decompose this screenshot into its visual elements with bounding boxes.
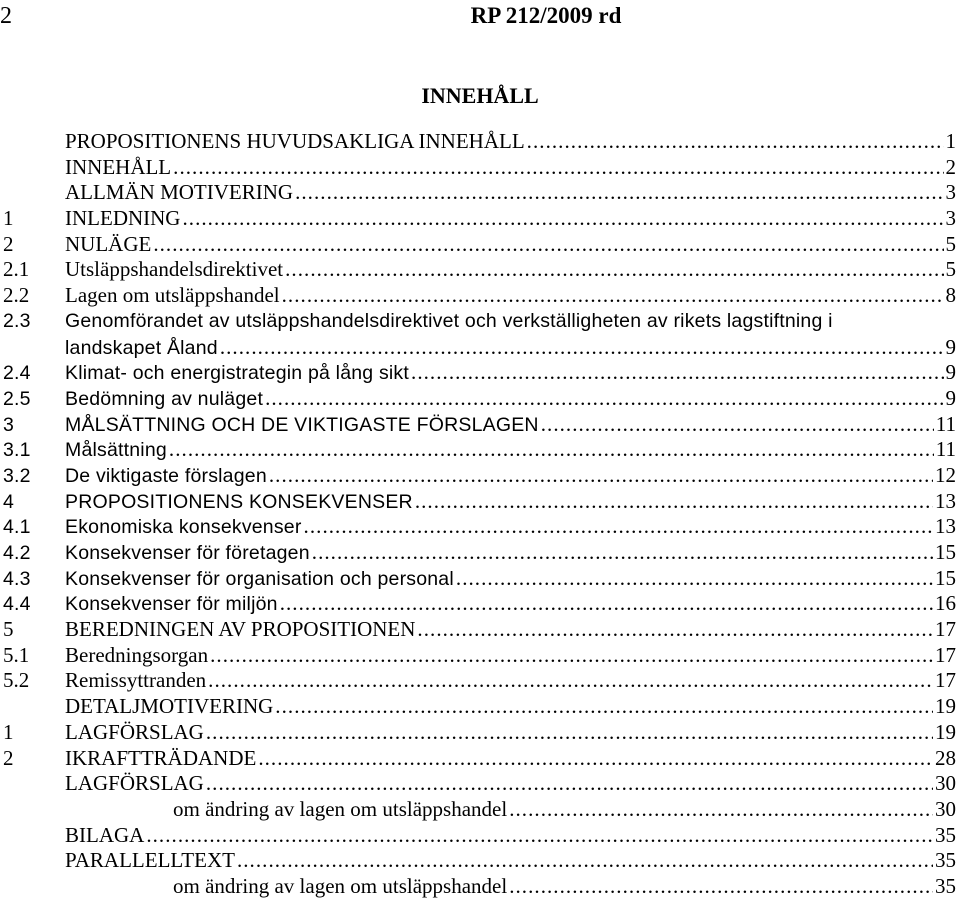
toc-entry[interactable] xyxy=(3,463,956,489)
toc-entry-page: 19 xyxy=(935,719,956,744)
toc-entry[interactable] xyxy=(3,232,956,258)
toc-entry-title: Genomförandet av utsläppshandelsdirektivet och verkställigheten av rikets lagstiftning i xyxy=(65,309,833,332)
toc-entry[interactable] xyxy=(3,617,956,643)
toc-entry[interactable] xyxy=(3,591,956,617)
toc-entry-title: Utsläppshandelsdirektivet xyxy=(65,257,284,282)
toc-entry-page: 35 xyxy=(935,873,956,898)
dot-leader xyxy=(285,257,943,283)
toc-entry[interactable] xyxy=(3,412,956,438)
toc-entry-page: 9 xyxy=(945,385,956,410)
toc-entry-page: 11 xyxy=(935,437,956,462)
document-id: RP 212/2009 rd xyxy=(470,3,622,28)
toc-entry-title: ALLMÄN MOTIVERING xyxy=(65,180,294,205)
toc-entry[interactable] xyxy=(3,566,956,592)
toc-entry-number: 4.2 xyxy=(3,542,31,565)
toc-title: INNEHÅLL xyxy=(421,83,539,108)
toc-entry[interactable] xyxy=(3,643,956,669)
toc-entry-title: Klimat- och energistrategin på lång sikt xyxy=(65,362,410,385)
toc-entry-title: BILAGA xyxy=(65,822,145,847)
toc-entry[interactable] xyxy=(3,797,956,823)
toc-entry[interactable] xyxy=(3,386,956,412)
toc-entry-number: 3.1 xyxy=(3,439,31,462)
toc-entry-number: 1 xyxy=(3,719,14,744)
toc-entry-page: 8 xyxy=(945,283,956,308)
dot-leader xyxy=(182,206,943,232)
toc-entry[interactable] xyxy=(3,206,956,232)
dot-leader xyxy=(312,540,933,566)
toc-entry-number: 5.1 xyxy=(3,642,30,667)
toc-entry-page: 9 xyxy=(945,360,956,385)
toc-entry-title: Beredningsorgan xyxy=(65,642,209,667)
dot-leader xyxy=(265,386,943,412)
dot-leader xyxy=(527,129,944,155)
toc-entry-number: 5.2 xyxy=(3,668,30,693)
toc-entry-title: IKRAFTTRÄDANDE xyxy=(65,745,257,770)
toc-entry-page: 5 xyxy=(945,257,956,282)
toc-entry-title: MÅLSÄTTNING OCH DE VIKTIGASTE FÖRSLAGEN xyxy=(65,413,539,436)
toc-entry-page: 35 xyxy=(935,848,956,873)
dot-leader xyxy=(415,489,933,515)
dot-leader xyxy=(206,771,933,797)
toc-entry-title: Lagen om utsläppshandel xyxy=(65,283,280,308)
dot-leader xyxy=(237,848,933,874)
toc-entry[interactable] xyxy=(3,746,956,772)
toc-entry[interactable] xyxy=(3,874,956,900)
toc-entry-number: 1 xyxy=(3,206,14,231)
toc-entry-title: Bedömning av nuläget xyxy=(65,387,264,410)
dot-leader xyxy=(282,283,944,309)
page-number: 2 xyxy=(0,3,12,29)
dot-leader xyxy=(456,566,933,592)
toc-entry-title: PROPOSITIONENS HUVUDSAKLIGA INNEHÅLL xyxy=(65,129,525,153)
toc-entry-number: 2.3 xyxy=(3,309,31,332)
toc-entry[interactable] xyxy=(3,129,956,155)
toc-entry[interactable] xyxy=(3,694,956,720)
dot-leader xyxy=(146,823,933,849)
toc-entry-title-continued: landskapet Åland xyxy=(65,336,218,359)
toc-entry-title: INLEDNING xyxy=(65,206,181,231)
toc-entry[interactable] xyxy=(3,720,956,746)
toc-entry-page: 3 xyxy=(945,180,956,205)
toc-entry[interactable] xyxy=(3,180,956,206)
toc-entry-title: PROPOSITIONENS KONSEKVENSER xyxy=(65,490,413,513)
toc-entry-number: 2 xyxy=(3,231,14,256)
dot-leader xyxy=(210,643,933,669)
dot-leader xyxy=(304,514,933,540)
toc-entry-page: 13 xyxy=(935,488,956,513)
toc-entry-title: NULÄGE xyxy=(65,231,152,256)
toc-entry-title: BEREDNINGEN AV PROPOSITIONEN xyxy=(65,617,416,642)
toc-entry-number: 2.2 xyxy=(3,283,30,308)
toc-entry-number: 4 xyxy=(3,490,15,513)
dot-leader xyxy=(280,591,933,617)
toc-entry-page: 28 xyxy=(935,745,956,770)
dot-leader xyxy=(220,335,944,361)
toc-entry-number: 3 xyxy=(3,413,15,436)
toc-entry[interactable] xyxy=(3,668,956,694)
dot-leader xyxy=(275,694,933,720)
toc-entry[interactable] xyxy=(3,283,956,309)
toc-entry-page: 2 xyxy=(945,154,956,179)
table-of-contents xyxy=(3,129,956,900)
toc-entry-title: LAGFÖRSLAG xyxy=(65,771,204,796)
dot-leader xyxy=(509,874,933,900)
toc-entry-number: 2.1 xyxy=(3,257,30,282)
toc-entry-title: Konsekvenser för företagen xyxy=(65,542,310,565)
toc-entry-title: Konsekvenser för organisation och personal xyxy=(65,567,454,590)
toc-entry[interactable] xyxy=(3,848,956,874)
toc-entry-title: om ändring av lagen om utsläppshandel xyxy=(173,796,508,821)
dot-leader xyxy=(206,720,933,746)
toc-entry-page: 30 xyxy=(935,796,956,821)
toc-entry-title: De viktigaste förslagen xyxy=(65,464,267,487)
toc-entry[interactable] xyxy=(3,771,956,797)
dot-leader xyxy=(169,437,934,463)
dot-leader xyxy=(173,155,943,181)
dot-leader xyxy=(208,668,933,694)
dot-leader xyxy=(258,746,933,772)
dot-leader xyxy=(417,617,933,643)
toc-entry-title: Konsekvenser för miljön xyxy=(65,593,278,616)
toc-entry-number: 2.5 xyxy=(3,387,31,410)
toc-entry-page: 9 xyxy=(945,334,956,359)
toc-entry-number: 4.4 xyxy=(3,593,31,616)
dot-leader xyxy=(541,412,934,438)
toc-entry-page: 19 xyxy=(935,694,956,719)
toc-entry[interactable] xyxy=(3,489,956,515)
dot-leader xyxy=(509,797,933,823)
toc-entry-number: 5 xyxy=(3,617,14,642)
toc-entry-page: 12 xyxy=(935,462,956,487)
toc-entry[interactable] xyxy=(3,360,956,386)
toc-entry-title: Remissyttranden xyxy=(65,668,207,693)
toc-entry-number: 4.3 xyxy=(3,567,31,590)
toc-entry-page: 1 xyxy=(945,129,956,153)
toc-entry-number: 2.4 xyxy=(3,362,31,385)
toc-entry-page: 3 xyxy=(945,206,956,231)
toc-entry-title: om ändring av lagen om utsläppshandel xyxy=(173,873,508,898)
toc-entry-page: 35 xyxy=(935,822,956,847)
toc-entry[interactable] xyxy=(3,257,956,283)
toc-entry-page: 5 xyxy=(945,231,956,256)
toc-entry[interactable] xyxy=(3,309,956,360)
toc-entry[interactable] xyxy=(3,514,956,540)
toc-entry-title: DETALJMOTIVERING xyxy=(65,694,274,719)
toc-entry[interactable] xyxy=(3,823,956,849)
dot-leader xyxy=(269,463,933,489)
dot-leader xyxy=(411,360,943,386)
dot-leader xyxy=(153,232,943,258)
toc-entry[interactable] xyxy=(3,155,956,181)
toc-entry-page: 16 xyxy=(935,591,956,616)
toc-entry-page: 13 xyxy=(935,514,956,539)
toc-entry-title: INNEHÅLL xyxy=(65,154,172,179)
toc-entry-page: 15 xyxy=(935,540,956,565)
toc-entry-number: 3.2 xyxy=(3,464,31,487)
toc-entry-page: 17 xyxy=(935,642,956,667)
toc-entry-title: PARALLELLTEXT xyxy=(65,848,235,873)
toc-entry-number: 2 xyxy=(3,745,14,770)
toc-entry-page: 30 xyxy=(935,771,956,796)
toc-entry-title: Ekonomiska konsekvenser xyxy=(65,516,302,539)
toc-entry-title: LAGFÖRSLAG xyxy=(65,719,204,744)
toc-entry-page: 15 xyxy=(935,565,956,590)
toc-entry[interactable] xyxy=(3,437,956,463)
toc-entry[interactable] xyxy=(3,540,956,566)
toc-entry-page: 17 xyxy=(935,668,956,693)
dot-leader xyxy=(295,180,943,206)
toc-entry-page: 17 xyxy=(935,617,956,642)
toc-entry-number: 4.1 xyxy=(3,516,31,539)
toc-entry-title: Målsättning xyxy=(65,439,167,462)
toc-entry-page: 11 xyxy=(935,411,956,436)
